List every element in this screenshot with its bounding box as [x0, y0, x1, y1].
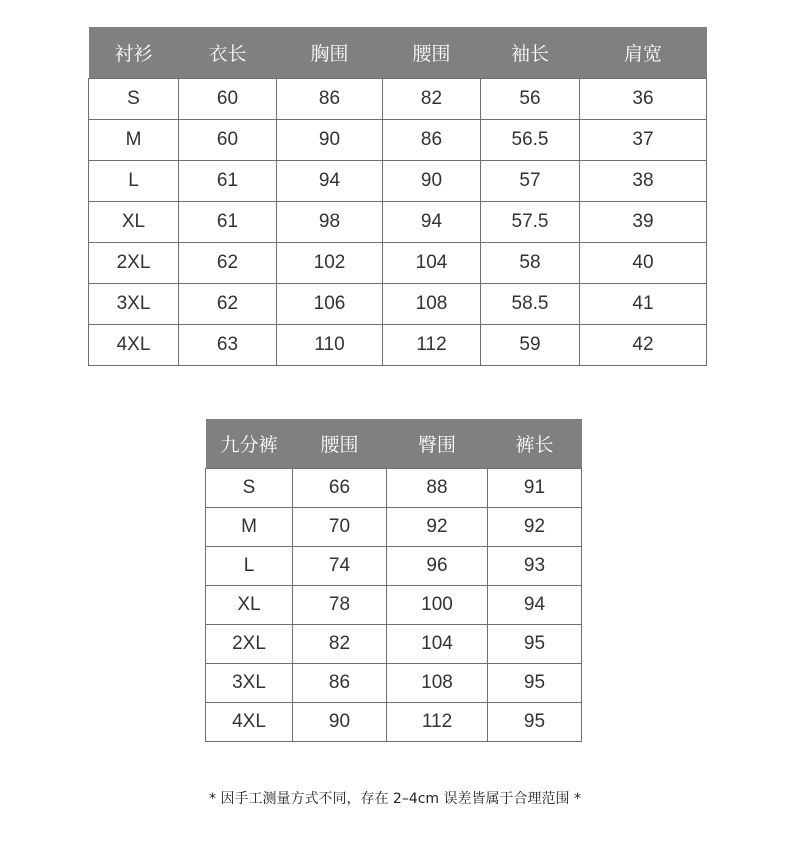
sleeve-cell: 56 — [481, 79, 580, 120]
hip-cell: 112 — [387, 703, 488, 742]
size-cell: S — [206, 469, 293, 508]
hip-cell: 88 — [387, 469, 488, 508]
waist-cell: 74 — [293, 547, 387, 586]
size-cell: XL — [206, 586, 293, 625]
table-row — [206, 547, 582, 586]
table-row — [206, 664, 582, 703]
pants-length-cell: 95 — [488, 625, 582, 664]
chest-cell: 106 — [277, 284, 383, 325]
table-row — [89, 120, 707, 161]
hip-cell: 92 — [387, 508, 488, 547]
size-cell: 3XL — [206, 664, 293, 703]
table-row — [89, 202, 707, 243]
length-cell: 61 — [179, 202, 277, 243]
table-header-row — [206, 419, 582, 469]
hip-cell: 104 — [387, 625, 488, 664]
waist-cell: 86 — [383, 120, 481, 161]
shoulder-cell: 36 — [580, 79, 707, 120]
size-cell: S — [89, 79, 179, 120]
pants-length-cell: 94 — [488, 586, 582, 625]
size-cell: 2XL — [206, 625, 293, 664]
pants-length-cell: 92 — [488, 508, 582, 547]
column-header-chest: 胸围 — [277, 27, 383, 79]
column-header-hip: 臀围 — [387, 419, 488, 469]
shoulder-cell: 39 — [580, 202, 707, 243]
length-cell: 63 — [179, 325, 277, 366]
pants-length-cell: 95 — [488, 664, 582, 703]
pants-length-cell: 95 — [488, 703, 582, 742]
chest-cell: 90 — [277, 120, 383, 161]
size-cell: 4XL — [206, 703, 293, 742]
size-cell: 4XL — [89, 325, 179, 366]
hip-cell: 96 — [387, 547, 488, 586]
sleeve-cell: 56.5 — [481, 120, 580, 161]
shoulder-cell: 41 — [580, 284, 707, 325]
shirt-size-table — [88, 27, 707, 366]
chest-cell: 98 — [277, 202, 383, 243]
hip-cell: 108 — [387, 664, 488, 703]
waist-cell: 86 — [293, 664, 387, 703]
column-header-waist: 腰围 — [383, 27, 481, 79]
table-row — [89, 161, 707, 202]
chest-cell: 94 — [277, 161, 383, 202]
sleeve-cell: 57 — [481, 161, 580, 202]
column-header-sleeve: 袖长 — [481, 27, 580, 79]
table-header-row — [89, 27, 707, 79]
hip-cell: 100 — [387, 586, 488, 625]
pants-size-table — [205, 419, 582, 742]
table-row — [206, 508, 582, 547]
column-header-length: 衣长 — [179, 27, 277, 79]
length-cell: 60 — [179, 79, 277, 120]
sleeve-cell: 58 — [481, 243, 580, 284]
size-cell: 3XL — [89, 284, 179, 325]
shoulder-cell: 37 — [580, 120, 707, 161]
waist-cell: 82 — [293, 625, 387, 664]
shoulder-cell: 38 — [580, 161, 707, 202]
size-cell: XL — [89, 202, 179, 243]
waist-cell: 70 — [293, 508, 387, 547]
table-row — [89, 284, 707, 325]
waist-cell: 66 — [293, 469, 387, 508]
table-row — [89, 243, 707, 284]
table-row — [206, 469, 582, 508]
size-cell: 2XL — [89, 243, 179, 284]
table-row — [89, 325, 707, 366]
measurement-footnote: * 因手工测量方式不同，存在 2–4cm 误差皆属于合理范围 * — [209, 791, 581, 807]
sleeve-cell: 58.5 — [481, 284, 580, 325]
length-cell: 60 — [179, 120, 277, 161]
shoulder-cell: 40 — [580, 243, 707, 284]
waist-cell: 78 — [293, 586, 387, 625]
waist-cell: 90 — [383, 161, 481, 202]
waist-cell: 104 — [383, 243, 481, 284]
length-cell: 62 — [179, 284, 277, 325]
column-header-waist: 腰围 — [293, 419, 387, 469]
chest-cell: 86 — [277, 79, 383, 120]
waist-cell: 82 — [383, 79, 481, 120]
size-cell: M — [89, 120, 179, 161]
length-cell: 62 — [179, 243, 277, 284]
column-header-pants: 九分裤 — [206, 419, 293, 469]
sleeve-cell: 59 — [481, 325, 580, 366]
waist-cell: 112 — [383, 325, 481, 366]
length-cell: 61 — [179, 161, 277, 202]
pants-length-cell: 91 — [488, 469, 582, 508]
size-cell: L — [206, 547, 293, 586]
table-row — [206, 703, 582, 742]
column-header-shirt: 衬衫 — [89, 27, 179, 79]
table-row — [206, 625, 582, 664]
column-header-pants-length: 裤长 — [488, 419, 582, 469]
column-header-shoulder: 肩宽 — [580, 27, 707, 79]
size-cell: M — [206, 508, 293, 547]
sleeve-cell: 57.5 — [481, 202, 580, 243]
chest-cell: 102 — [277, 243, 383, 284]
shoulder-cell: 42 — [580, 325, 707, 366]
size-cell: L — [89, 161, 179, 202]
waist-cell: 90 — [293, 703, 387, 742]
waist-cell: 94 — [383, 202, 481, 243]
table-row — [206, 586, 582, 625]
chest-cell: 110 — [277, 325, 383, 366]
table-row — [89, 79, 707, 120]
pants-length-cell: 93 — [488, 547, 582, 586]
waist-cell: 108 — [383, 284, 481, 325]
